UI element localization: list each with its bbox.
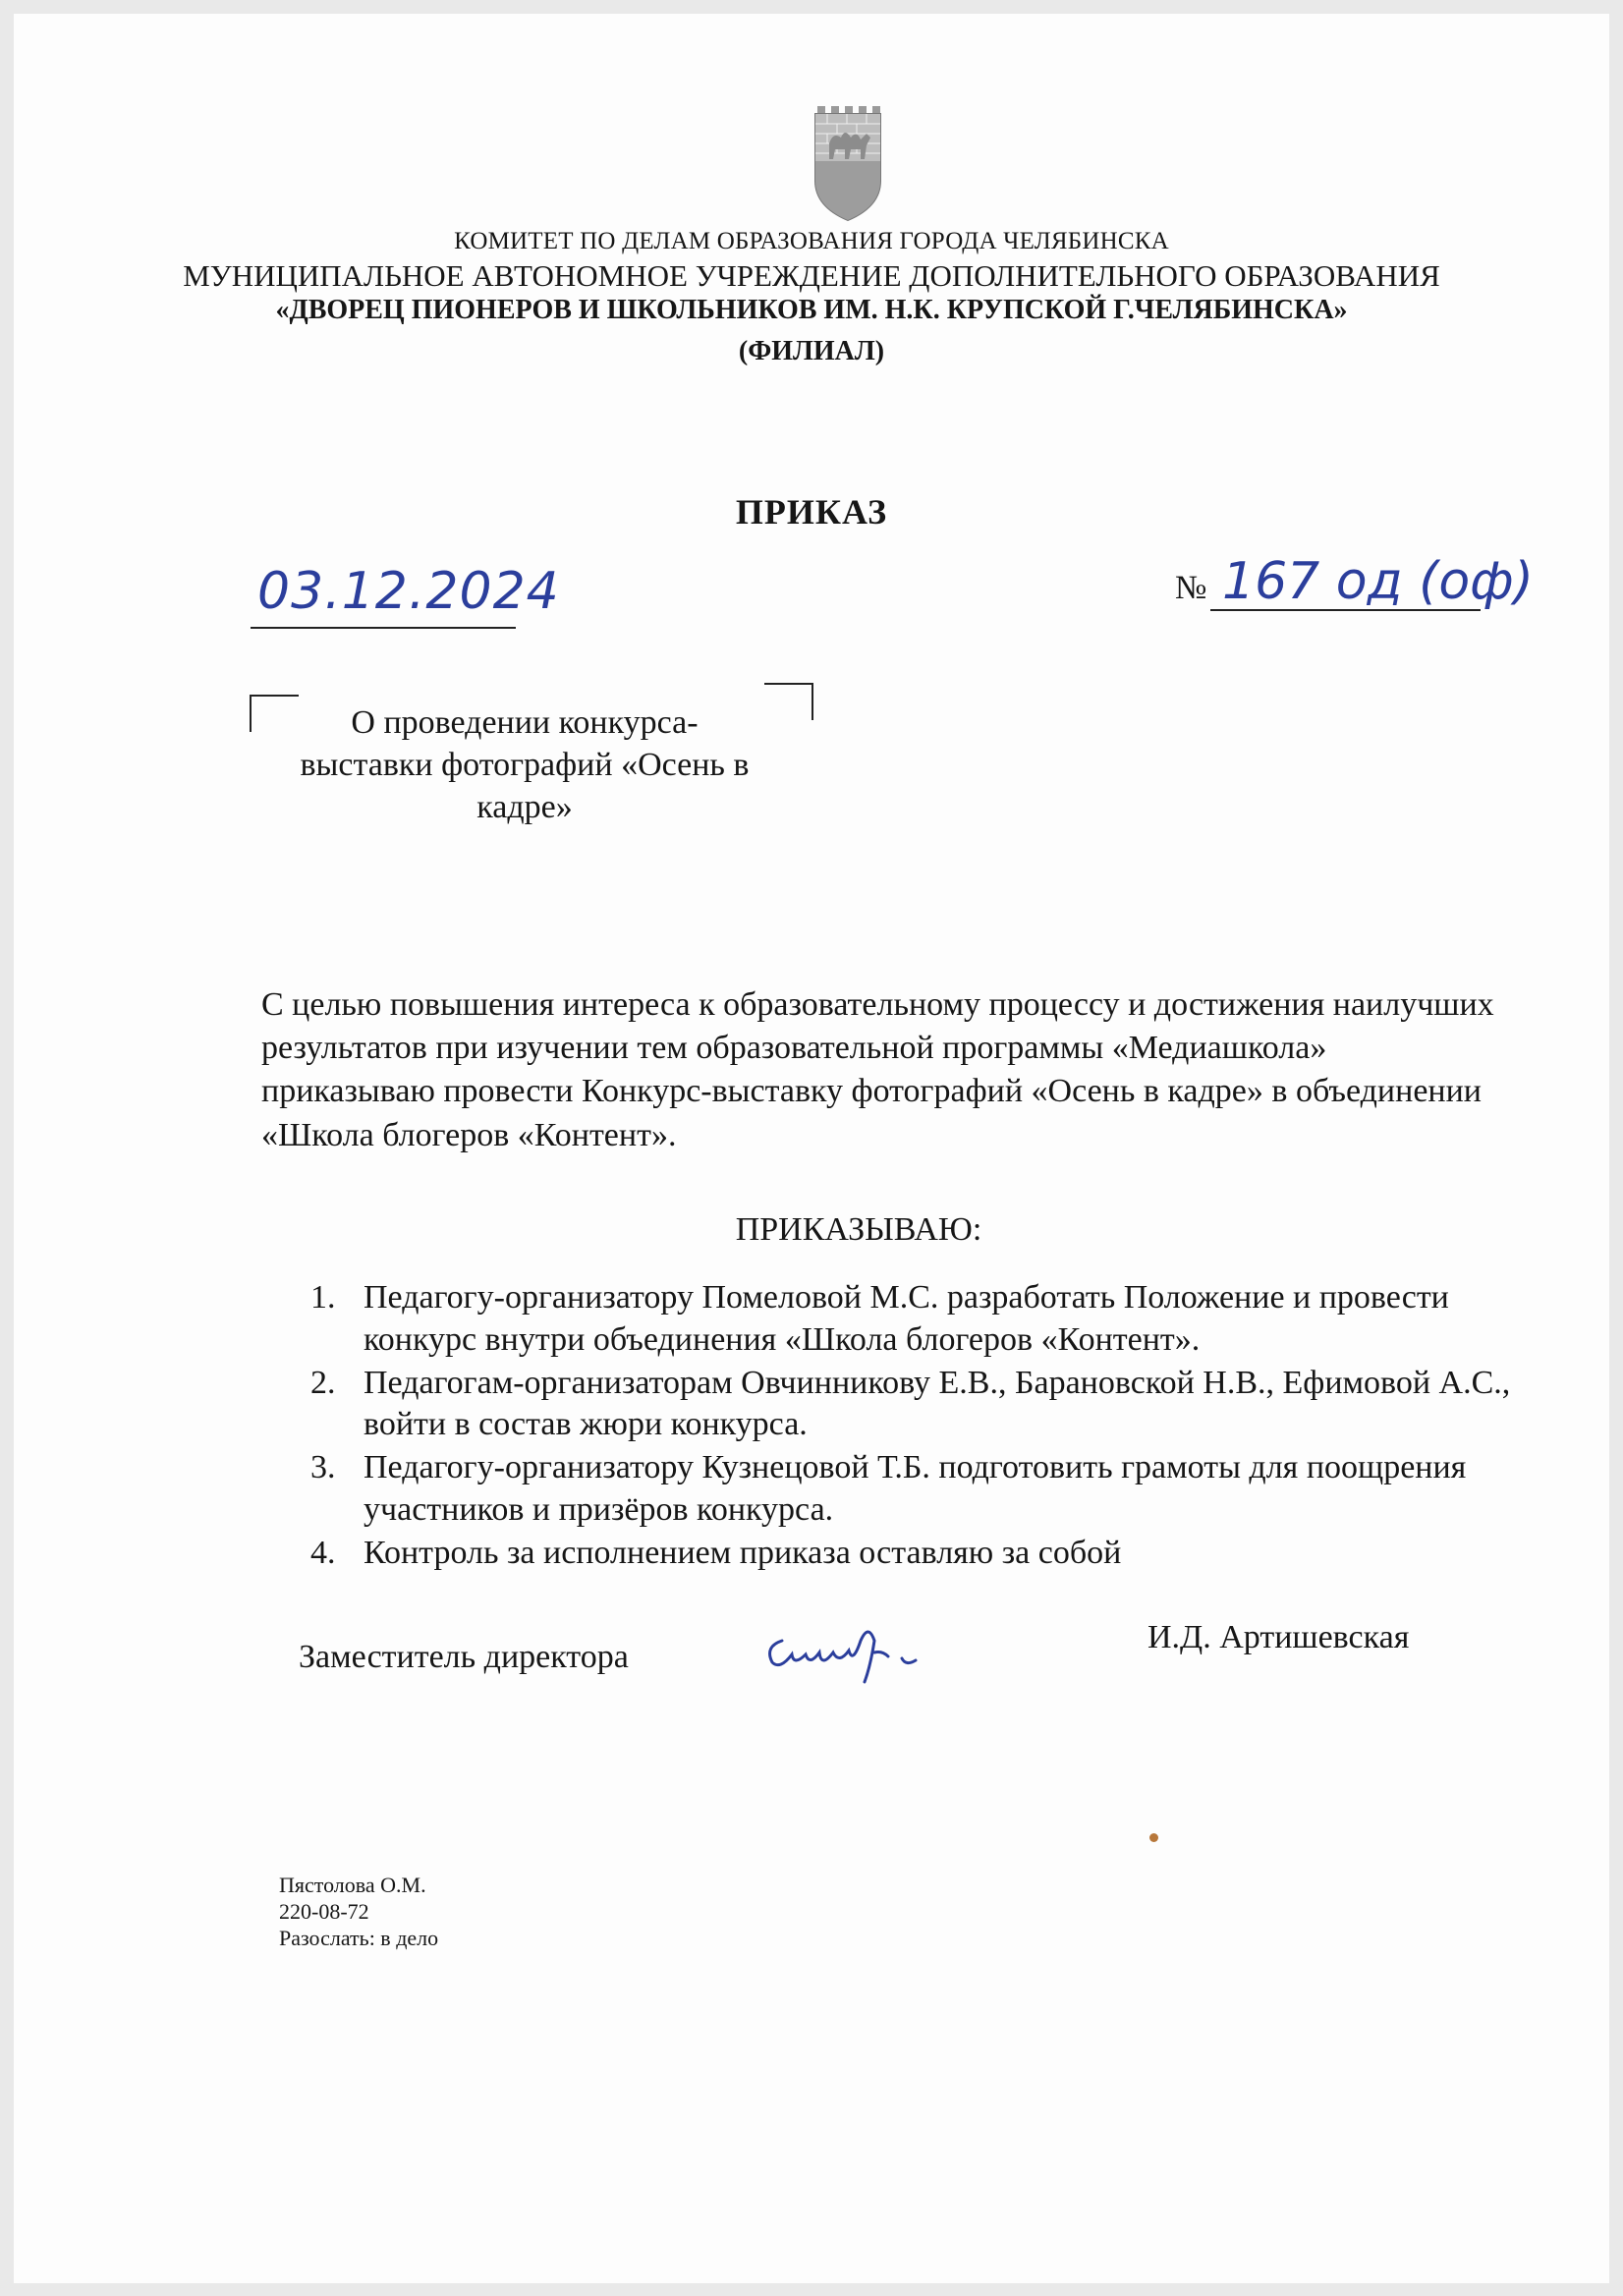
subject-line: О проведении конкурса- <box>351 704 699 741</box>
subject-line: кадре» <box>476 788 573 825</box>
committee-name: КОМИТЕТ ПО ДЕЛАМ ОБРАЗОВАНИЯ ГОРОДА ЧЕЛЯБИНСКА <box>454 228 1169 254</box>
item-text: Контроль за исполнением приказа оставляю за собой <box>364 1534 1122 1571</box>
executor-name: Пястолова О.М. <box>279 1873 426 1897</box>
order-date-handwritten: 03.12.2024 <box>257 562 560 621</box>
item-text: Педагогу-организатору Кузнецовой Т.Б. подготовить грамоты для поощрения участников и призёров конкурса. <box>364 1449 1467 1529</box>
branch-label: (ФИЛИАЛ) <box>738 336 885 366</box>
signer-name: И.Д. Артишевская <box>1147 1619 1410 1655</box>
executor-phone: 220-08-72 <box>279 1899 369 1924</box>
order-number-handwritten: 167 од (оф) <box>1222 552 1534 611</box>
item-number: 3. <box>310 1449 336 1486</box>
list-item <box>310 1277 1519 1362</box>
intro-paragraph: С целью повышения интереса к образовательному процессу и достижения наилучших результатов при изучении тем образовательной программы «Медиашкола» приказываю провести Конкурс-выставку фотографий «Осень в кадре» в объединении «Школа блогеров «Контент». <box>261 986 1494 1153</box>
number-underline <box>1210 609 1481 611</box>
handwritten-signature <box>758 1611 935 1690</box>
list-item <box>310 1363 1519 1447</box>
distribution-note: Разослать: в дело <box>279 1926 439 1950</box>
signer-position: Заместитель директора <box>299 1639 629 1675</box>
item-number: 4. <box>310 1534 336 1571</box>
institution-name: МУНИЦИПАЛЬНОЕ АВТОНОМНОЕ УЧРЕЖДЕНИЕ ДОПОЛНИТЕЛЬНОГО ОБРАЗОВАНИЯ <box>183 258 1440 293</box>
decree-heading: ПРИКАЗЫВАЮ: <box>735 1211 982 1248</box>
order-subject <box>259 702 790 828</box>
item-text: Педагогу-организатору Помеловой М.С. разработать Положение и провести конкурс внутри объединения «Школа блогеров «Контент». <box>364 1279 1449 1358</box>
item-number: 1. <box>310 1279 336 1316</box>
date-underline <box>251 627 516 629</box>
order-items-list <box>310 1277 1519 1576</box>
list-item <box>310 1447 1519 1532</box>
order-number-prefix: № <box>1175 570 1207 606</box>
paper-stain <box>1149 1833 1158 1842</box>
list-item <box>310 1533 1519 1575</box>
coat-of-arms-icon <box>812 104 884 224</box>
order-title: ПРИКАЗ <box>735 492 888 532</box>
item-text: Педагогам-организаторам Овчинникову Е.В., Барановской Н.В., Ефимовой А.С., войти в состав жюри конкурса. <box>364 1364 1511 1443</box>
palace-name: «ДВОРЕЦ ПИОНЕРОВ И ШКОЛЬНИКОВ ИМ. Н.К. КРУПСКОЙ Г.ЧЕЛЯБИНСКА» <box>275 295 1348 325</box>
subject-line: выставки фотографий «Осень в <box>300 746 750 783</box>
item-number: 2. <box>310 1364 336 1401</box>
